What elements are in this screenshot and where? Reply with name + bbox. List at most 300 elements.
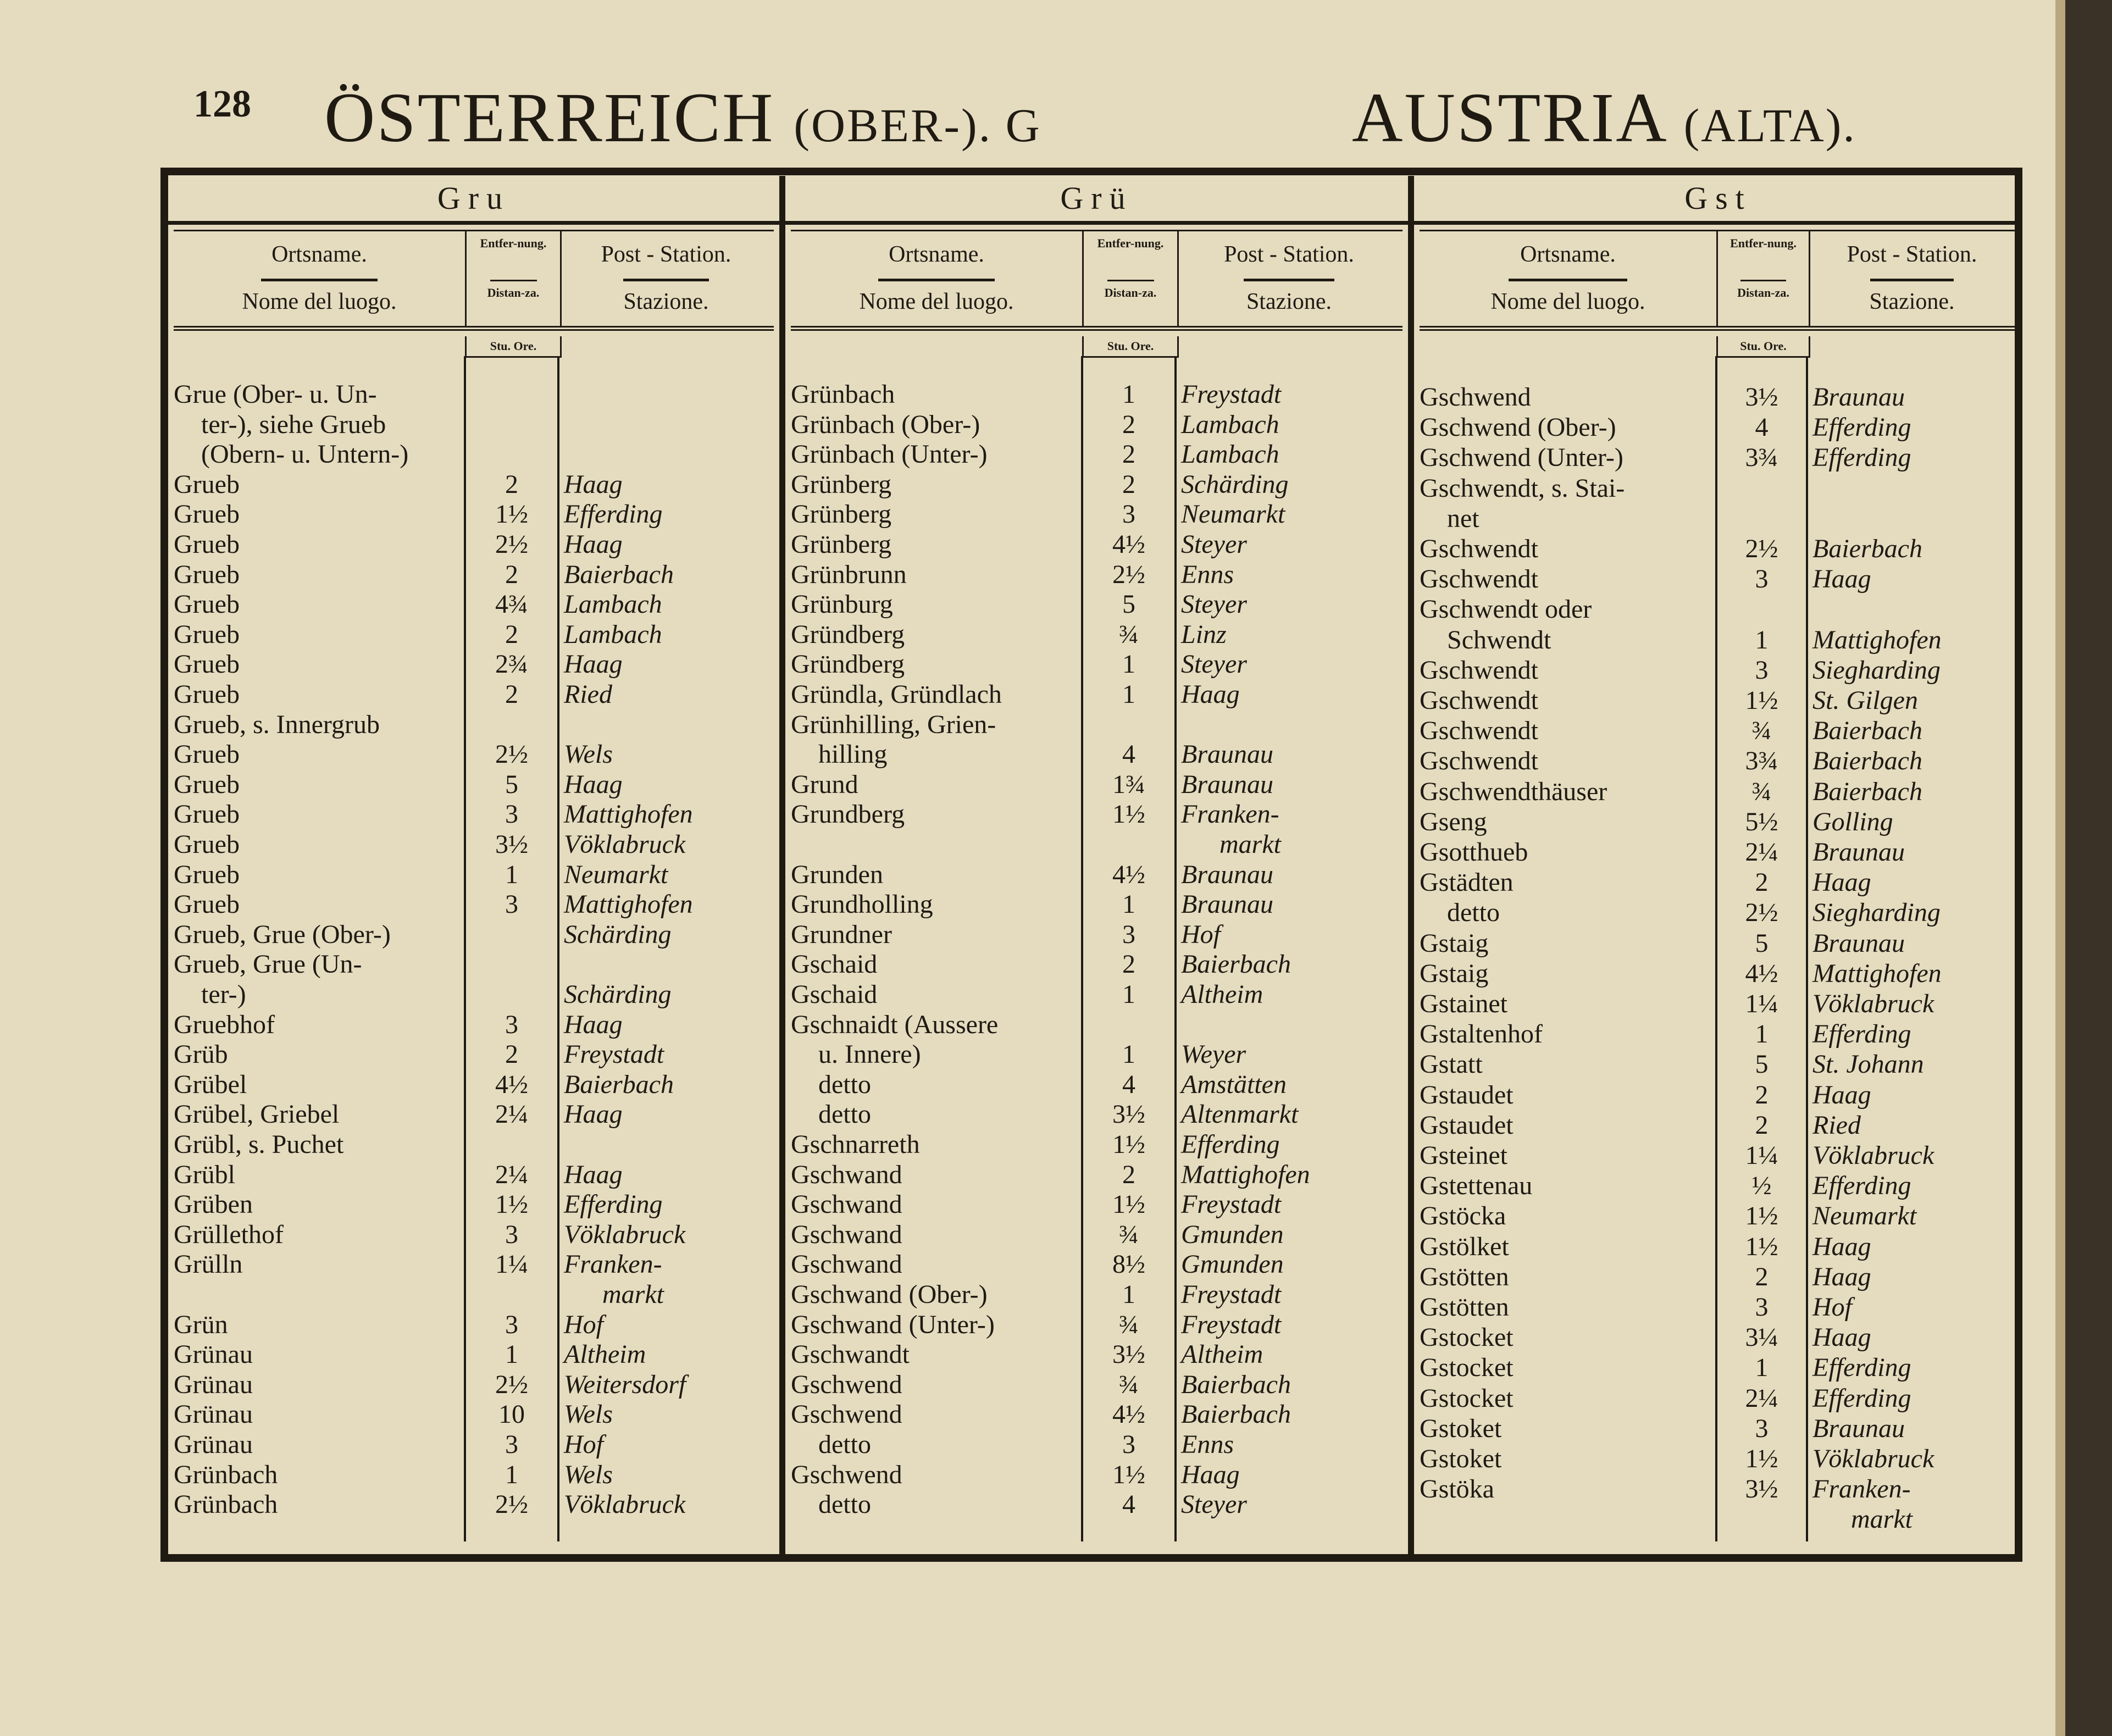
post-station: Altheim: [1181, 980, 1263, 1009]
distance-value: 2: [505, 680, 518, 709]
distance-value: 2½: [495, 1490, 528, 1519]
post-station: Efferding: [1812, 443, 1911, 473]
distance-value: 1: [1122, 1280, 1135, 1309]
place-name: Grueb: [174, 500, 240, 529]
table-row: [1420, 807, 2017, 837]
distance-value: ½: [1751, 1171, 1772, 1201]
place-name: Grübl, s. Puchet: [174, 1130, 344, 1159]
table-row: [174, 739, 774, 769]
post-station: Baierbach: [564, 559, 674, 589]
header-post-de: Post - Station.: [601, 242, 731, 267]
table-row: [791, 709, 1403, 740]
table-row: [791, 799, 1403, 829]
table-row: [174, 589, 774, 619]
place-name: Grueb: [174, 530, 240, 559]
table-row: [174, 889, 774, 919]
header-name-it: Nome del luogo.: [1490, 289, 1645, 314]
header-distance: [465, 231, 562, 326]
table-row: [1420, 897, 2017, 928]
post-station: Baierbach: [1181, 950, 1291, 979]
distance-value: 1½: [1745, 1444, 1778, 1473]
place-name: Grün: [174, 1310, 228, 1339]
post-station: Efferding: [1812, 1383, 1911, 1413]
post-station: Freystadt: [1181, 1190, 1282, 1219]
post-station: Baierbach: [1812, 534, 1922, 563]
place-name: Gruebhof: [174, 1010, 275, 1039]
place-name: Gstaudet: [1420, 1080, 1514, 1110]
place-name: Grünberg: [791, 469, 892, 499]
place-name: Gstaudet: [1420, 1110, 1514, 1140]
title-german: [324, 79, 1041, 157]
place-name: Gschwand (Ober-): [791, 1280, 988, 1309]
distance-value: 1¼: [495, 1250, 528, 1279]
place-name: Gründberg: [791, 619, 905, 649]
place-name: Grueb: [174, 830, 240, 859]
post-station: Ried: [564, 680, 612, 709]
distance-value: 2: [505, 619, 518, 649]
place-name: Gschnaidt (Aussere: [791, 1010, 999, 1039]
distance-value: 3: [1755, 1413, 1769, 1443]
table-row: [174, 1339, 774, 1369]
table-row: [174, 979, 774, 1010]
post-station: Vöklabruck: [564, 1219, 686, 1249]
place-name: Gschaid: [791, 950, 878, 979]
distance-value: 3: [1122, 919, 1135, 949]
place-name: Gstädten: [1420, 868, 1514, 897]
table-row: [791, 1039, 1403, 1069]
distance-value: 4: [1122, 1069, 1135, 1099]
distance-value: 1: [1122, 380, 1135, 409]
distance-value: ¾: [1119, 1219, 1139, 1249]
place-name: Gschwand: [791, 1160, 902, 1189]
distance-value: 1: [1122, 680, 1135, 709]
table-row: [174, 1429, 774, 1460]
header-dist-it: Distan-za.: [1737, 286, 1789, 299]
post-station: Neumarkt: [564, 859, 668, 889]
post-station: Altheim: [564, 1340, 646, 1369]
title-german-main: ÖSTERREICH: [324, 79, 775, 157]
post-station: Efferding: [1812, 1353, 1911, 1383]
place-name: Gstettenau: [1420, 1171, 1533, 1201]
place-name: Gschwendthäuser: [1420, 777, 1607, 806]
post-station: Lambach: [1181, 409, 1279, 439]
place-name: Grübl: [174, 1160, 235, 1189]
distance-value: 2: [1122, 1160, 1135, 1189]
header-rule: [623, 279, 709, 281]
column-header: [791, 230, 1403, 331]
distance-value: 3¼: [1745, 1323, 1778, 1352]
header-post-de: Post - Station.: [1224, 242, 1354, 267]
table-row: [1420, 1110, 2017, 1140]
place-name: Grunden: [791, 859, 883, 889]
place-name: Gstöcka: [1420, 1201, 1506, 1231]
table-row: [1420, 412, 2017, 442]
place-name: Gstocket: [1420, 1383, 1514, 1413]
place-name: Grüben: [174, 1190, 253, 1219]
table-row: [1420, 989, 2017, 1019]
place-name: Grueb: [174, 890, 240, 919]
place-name: Grueb: [174, 800, 240, 829]
place-name: Grüllethof: [174, 1219, 284, 1249]
header-post-it: Stazione.: [623, 289, 709, 314]
table-row: [174, 1099, 774, 1129]
distance-value: 5: [1755, 1050, 1769, 1079]
post-station: Freystadt: [564, 1040, 664, 1069]
place-name: Gschwendt: [1420, 716, 1538, 746]
distance-value: 1½: [495, 1190, 528, 1219]
table-row: [1420, 382, 2017, 412]
distance-value: 3¾: [1745, 746, 1778, 776]
post-station: Weyer: [1181, 1040, 1246, 1069]
place-name: detto: [818, 1430, 871, 1459]
distance-value: 3½: [1745, 382, 1778, 412]
place-name: Grueb: [174, 859, 240, 889]
table-row: [174, 769, 774, 800]
table-row: [1420, 716, 2017, 746]
table-row: [174, 1279, 774, 1310]
distance-value: 3: [1755, 564, 1769, 594]
distance-value: 2½: [1745, 898, 1778, 928]
distance-value: 3: [505, 1219, 518, 1249]
distance-value: 3½: [1745, 1474, 1778, 1504]
place-name: Gstocket: [1420, 1353, 1514, 1383]
distance-value: 4¾: [495, 590, 528, 619]
header-post-de: Post - Station.: [1847, 242, 1977, 267]
post-station: Freystadt: [1181, 1310, 1282, 1339]
post-station: Baierbach: [1181, 1400, 1291, 1429]
table-row: [791, 589, 1403, 619]
distance-value: 5½: [1745, 807, 1778, 836]
place-name: u. Innere): [818, 1040, 921, 1069]
distance-value: 3: [1755, 655, 1769, 685]
post-station: Linz: [1181, 619, 1227, 649]
table-row: [1420, 534, 2017, 564]
post-station: Siegharding: [1812, 898, 1941, 928]
column-divider-1: [779, 176, 785, 1555]
distance-value: 5: [505, 769, 518, 799]
column-title: Gru: [168, 176, 779, 225]
distance-value: 4½: [1112, 1400, 1145, 1429]
table-row: [791, 949, 1403, 979]
post-station: Wels: [564, 1400, 613, 1429]
header-rule: [1870, 279, 1954, 281]
header-dist-de: Entfer-nung.: [1097, 236, 1164, 250]
header-dist-it: Distan-za.: [487, 286, 540, 299]
book-spine-edge: [2055, 0, 2065, 1736]
header-name-it: Nome del luogo.: [242, 289, 397, 314]
title-italian: [1352, 79, 1856, 157]
distance-value: 2¼: [1745, 1383, 1778, 1413]
place-name: Grund: [791, 769, 858, 799]
post-station: Haag: [1812, 868, 1871, 897]
post-station: Haag: [564, 650, 623, 679]
post-station: Steyer: [1181, 590, 1247, 619]
distance-value: 1: [505, 1460, 518, 1489]
place-name: Gsteinet: [1420, 1141, 1507, 1170]
table-row: [791, 1399, 1403, 1429]
place-name: Gschwend: [791, 1400, 902, 1429]
table-row: [174, 649, 774, 679]
distance-value: 1: [1122, 650, 1135, 679]
place-name: Grundner: [791, 919, 892, 949]
post-station: Haag: [1812, 1080, 1871, 1110]
distance-value: ¾: [1751, 777, 1772, 806]
table-row: [791, 1219, 1403, 1250]
table-row: [791, 1310, 1403, 1340]
post-station: Schärding: [564, 980, 672, 1009]
place-name: Grueb: [174, 769, 240, 799]
place-name: Gschwendt oder: [1420, 595, 1592, 624]
place-name: Gstötten: [1420, 1293, 1509, 1322]
place-name: Gstoket: [1420, 1413, 1502, 1443]
table-row: [791, 1339, 1403, 1369]
distance-value: ¾: [1119, 1369, 1139, 1399]
post-station: Efferding: [1812, 1019, 1911, 1049]
table-row: [174, 1369, 774, 1400]
post-station: Franken-: [1812, 1474, 1911, 1504]
place-name: hilling: [818, 740, 888, 769]
header-rule: [1244, 279, 1334, 281]
distance-value: 4: [1122, 740, 1135, 769]
table-row: [1420, 958, 2017, 989]
table-row: [791, 439, 1403, 469]
table-row: [791, 379, 1403, 409]
post-station: Hof: [564, 1430, 603, 1459]
distance-value: 3: [1122, 1430, 1135, 1459]
distance-value: 1: [1122, 980, 1135, 1009]
table-row: [1420, 685, 2017, 716]
distance-value: 4½: [495, 1069, 528, 1099]
table-row: [174, 1310, 774, 1340]
table-row: [791, 1069, 1403, 1100]
place-name: Gründberg: [791, 650, 905, 679]
table-row: [1420, 1504, 2017, 1534]
header-rule: [490, 280, 537, 281]
post-station: Neumarkt: [1181, 500, 1285, 529]
distance-value: 3½: [495, 830, 528, 859]
place-name: Grueb: [174, 619, 240, 649]
table-row: [791, 409, 1403, 440]
post-station: Lambach: [564, 619, 662, 649]
header-distance: [1082, 231, 1179, 326]
post-station: Haag: [1181, 680, 1240, 709]
title-german-sub: (OBER-). G: [794, 99, 1041, 152]
post-station: Schärding: [1181, 469, 1289, 499]
place-name: Gseng: [1420, 807, 1487, 836]
distance-value: 1½: [1112, 800, 1145, 829]
post-station: Vöklabruck: [1812, 1141, 1934, 1170]
place-name: Gründla, Gründlach: [791, 680, 1002, 709]
place-name: Gschwend: [1420, 382, 1531, 412]
table-row: [791, 1279, 1403, 1310]
distance-value: 5: [1755, 928, 1769, 958]
table-row: [791, 469, 1403, 500]
distance-value: 2: [505, 559, 518, 589]
table-row: [174, 1489, 774, 1519]
place-name: Grünau: [174, 1400, 253, 1429]
table-row: [174, 499, 774, 529]
table-row: [1420, 655, 2017, 685]
header-name-de: Ortsname.: [1520, 242, 1616, 267]
table-row: [1420, 1474, 2017, 1504]
distance-value: 1: [505, 1340, 518, 1369]
distance-value: 2¼: [1745, 838, 1778, 867]
header-dist-de: Entfer-nung.: [480, 236, 547, 250]
table-row: [1420, 1232, 2017, 1262]
table-row: [1420, 777, 2017, 807]
post-station: Baierbach: [1181, 1369, 1291, 1399]
unit-label: Stu. Ore.: [1082, 336, 1179, 358]
distance-value: 4½: [1112, 859, 1145, 889]
distance-value: 3: [1122, 500, 1135, 529]
distance-value: 2½: [495, 530, 528, 559]
table-row: [1420, 564, 2017, 594]
header-name-de: Ortsname.: [889, 242, 984, 267]
table-row: [791, 1010, 1403, 1040]
table-row: [1420, 594, 2017, 624]
place-name: Gschwendt, s. Stai-: [1420, 473, 1625, 503]
place-name: Grülln: [174, 1250, 243, 1279]
unit-label: Stu. Ore.: [465, 336, 562, 358]
table-row: [174, 949, 774, 979]
post-station: Steyer: [1181, 650, 1247, 679]
table-row: [174, 709, 774, 740]
place-name: Gstocket: [1420, 1323, 1514, 1352]
table-row: [1420, 1049, 2017, 1079]
place-name: Grünbach: [174, 1460, 278, 1489]
table-row: [1420, 928, 2017, 958]
table-row: [791, 889, 1403, 919]
distance-value: 2½: [495, 740, 528, 769]
place-name: Gschwend: [791, 1369, 902, 1399]
distance-value: 2: [1122, 950, 1135, 979]
table-row: [174, 1460, 774, 1490]
place-name: Gschwendt: [1420, 686, 1538, 715]
table-row: [174, 799, 774, 829]
post-station: Braunau: [1181, 890, 1273, 919]
post-station: Lambach: [1181, 440, 1279, 469]
place-name: Gstoket: [1420, 1444, 1502, 1473]
distance-value: 2: [1122, 469, 1135, 499]
place-name: Gstölket: [1420, 1232, 1509, 1261]
distance-value: 3: [505, 800, 518, 829]
place-name: Gschwand: [791, 1250, 902, 1279]
place-name: Gstöka: [1420, 1474, 1494, 1504]
distance-value: 2: [1122, 440, 1135, 469]
distance-value: 1½: [1745, 1201, 1778, 1231]
header-rule: [261, 279, 378, 281]
place-name: Gstaig: [1420, 928, 1489, 958]
post-station: Hof: [1812, 1293, 1852, 1322]
distance-value: 1: [1122, 890, 1135, 919]
distance-value: 2¾: [495, 650, 528, 679]
table-row: [174, 619, 774, 650]
table-row: [174, 1039, 774, 1069]
table-row: [174, 1399, 774, 1429]
place-name: Schwendt: [1447, 625, 1551, 655]
table-row: [174, 469, 774, 500]
distance-value: 1¾: [1112, 769, 1145, 799]
place-name: Grünbach: [791, 380, 895, 409]
table-row: [1420, 867, 2017, 897]
header-post: [1807, 231, 2017, 326]
post-station: Hof: [564, 1310, 603, 1339]
place-name: Grünau: [174, 1430, 253, 1459]
post-station: Haag: [564, 469, 623, 499]
column-2: [785, 176, 1408, 1541]
post-station: Amstätten: [1181, 1069, 1287, 1099]
place-name: Grünberg: [791, 500, 892, 529]
distance-value: 2: [1755, 868, 1769, 897]
distance-value: 1: [1755, 1019, 1769, 1049]
table-row: [791, 559, 1403, 590]
place-name: Grueb, Grue (Ober-): [174, 919, 391, 949]
place-name: Grueb: [174, 469, 240, 499]
table-row: [1420, 1080, 2017, 1110]
distance-value: 3: [505, 1430, 518, 1459]
distance-value: 4½: [1112, 530, 1145, 559]
table-row: [791, 529, 1403, 559]
table-row: [174, 409, 774, 440]
post-station: Efferding: [1181, 1130, 1280, 1159]
post-station: Efferding: [1812, 1171, 1911, 1201]
place-name: Gschwandt: [791, 1340, 910, 1369]
table-row: [1420, 503, 2017, 534]
header-post: [1176, 231, 1403, 326]
distance-value: 2: [505, 1040, 518, 1069]
post-station: Efferding: [564, 1190, 663, 1219]
table-row: [1420, 1444, 2017, 1474]
table-row: [1420, 1201, 2017, 1231]
table-row: [1420, 1352, 2017, 1383]
place-name: Grünbach: [174, 1490, 278, 1519]
post-station: Mattighofen: [1812, 958, 1942, 988]
table-row: [174, 379, 774, 409]
post-station: Haag: [564, 1100, 623, 1129]
column-header: [1420, 230, 2017, 331]
place-name: detto: [818, 1490, 871, 1519]
post-station: markt: [1219, 830, 1281, 859]
post-station: Haag: [1812, 1262, 1871, 1291]
page-number: 128: [193, 83, 251, 125]
post-station: Freystadt: [1181, 1280, 1282, 1309]
table-row: [791, 739, 1403, 769]
header-post-it: Stazione.: [1869, 289, 1955, 314]
post-station: Haag: [1812, 1232, 1871, 1261]
column-header: [174, 230, 774, 331]
post-station: Freystadt: [1181, 380, 1282, 409]
distance-value: 3: [505, 1010, 518, 1039]
distance-value: 4½: [1745, 958, 1778, 988]
place-name: detto: [1447, 898, 1500, 928]
table-row: [1420, 1322, 2017, 1352]
post-station: Wels: [564, 1460, 613, 1489]
table-row: [791, 1129, 1403, 1160]
post-station: Braunau: [1181, 859, 1273, 889]
distance-value: 1¼: [1745, 1141, 1778, 1170]
distance-value: 1¼: [1745, 989, 1778, 1018]
header-name-de: Ortsname.: [271, 242, 367, 267]
post-station: Baierbach: [1812, 716, 1922, 746]
table-row: [1420, 1383, 2017, 1413]
place-name: Grueb: [174, 740, 240, 769]
place-name: Grünbach (Ober-): [791, 409, 980, 439]
table-row: [1420, 625, 2017, 655]
place-name: (Obern- u. Untern-): [201, 440, 409, 469]
post-station: Gmunden: [1181, 1219, 1284, 1249]
table-row: [174, 1249, 774, 1279]
place-name: ter-): [201, 980, 246, 1009]
